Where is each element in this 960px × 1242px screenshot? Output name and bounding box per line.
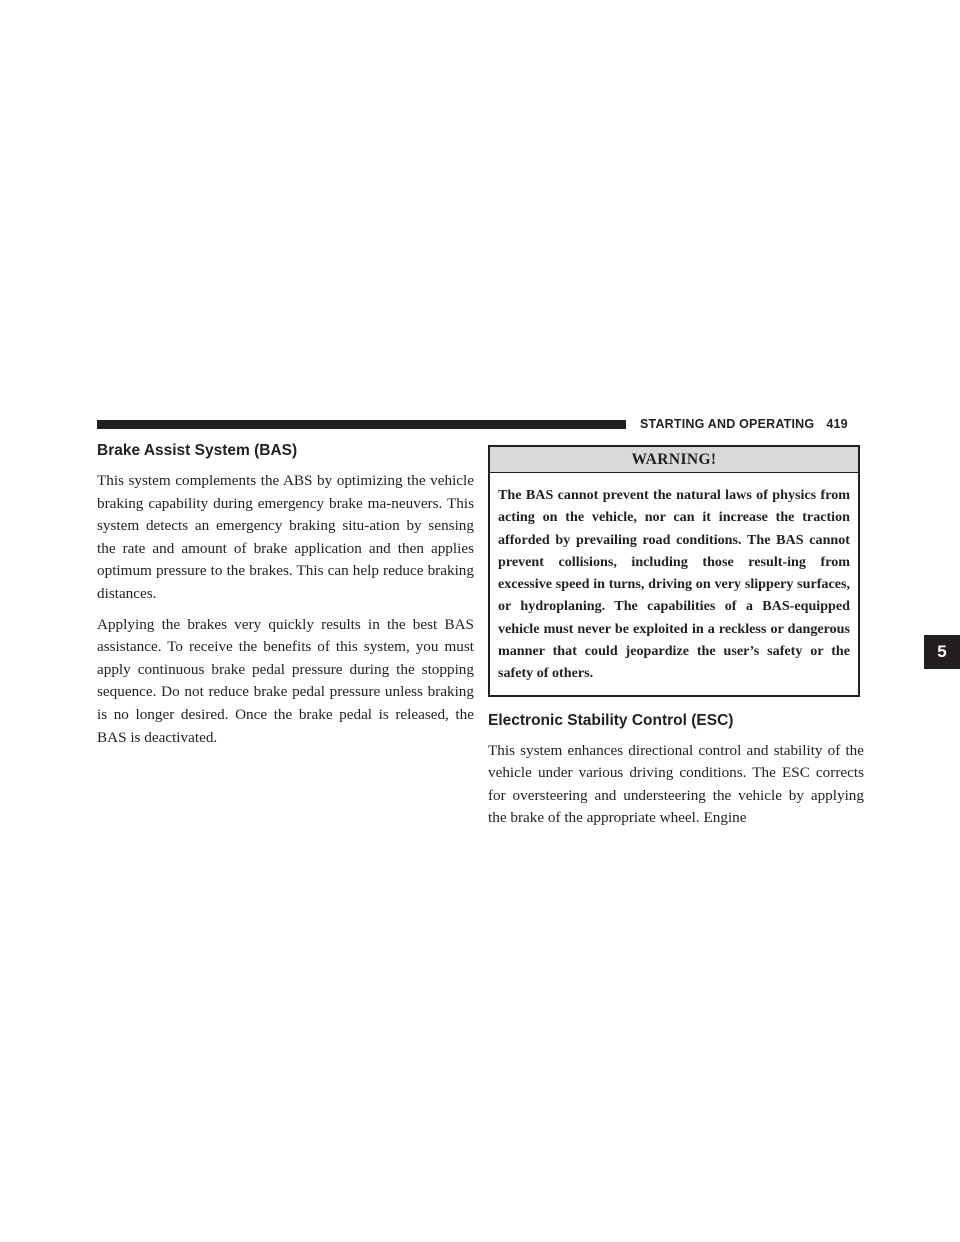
warning-box <box>488 445 860 697</box>
left-column <box>97 440 474 749</box>
page-number: 419 <box>826 417 848 431</box>
chapter-tab: 5 <box>924 635 960 669</box>
bas-paragraph-2: Applying the brakes very quickly results in the best BAS assistance. To receive the benefits of this system, you must apply continuous brake pedal pressure during the stopping sequence. Do not reduce brake pedal pressure unless braking is no longer desired. Once the brake pedal is released, the BAS is deactivated. <box>97 615 474 746</box>
warning-title: WARNING! <box>490 447 858 473</box>
esc-paragraph: This system enhances directional control and stability of the vehicle under various driving conditions. The ESC corrects for oversteering and understeering the vehicle by applying the brake of the appropriate wheel. Engine <box>488 741 864 827</box>
header-rule <box>97 420 626 429</box>
warning-text: The BAS cannot prevent the natural laws of physics from acting on the vehicle, nor can it increase the traction afforded by prevailing road conditions. The BAS cannot prevent collisions, including those result-ing from excessive speed in turns, driving on very slippery surfaces, or hydroplaning. The capabilities of a BAS-equipped vehicle must never be exploited in a reckless or dangerous manner that could jeopardize the user’s safety or the safety of others. <box>498 487 850 682</box>
right-column <box>488 445 864 830</box>
section-title: STARTING AND OPERATING <box>640 417 815 431</box>
bas-paragraph-1: This system complements the ABS by optimizing the vehicle braking capability during emergency brake ma-neuvers. This system detects an emergency braking situ-ation by sensing the rate and amount of brake application and then applies optimum pressure to the brakes. This can help reduce braking distances. <box>97 472 474 602</box>
running-header <box>640 417 848 431</box>
section-heading-esc: Electronic Stability Control (ESC) <box>488 711 734 729</box>
section-heading-bas: Brake Assist System (BAS) <box>97 442 298 459</box>
